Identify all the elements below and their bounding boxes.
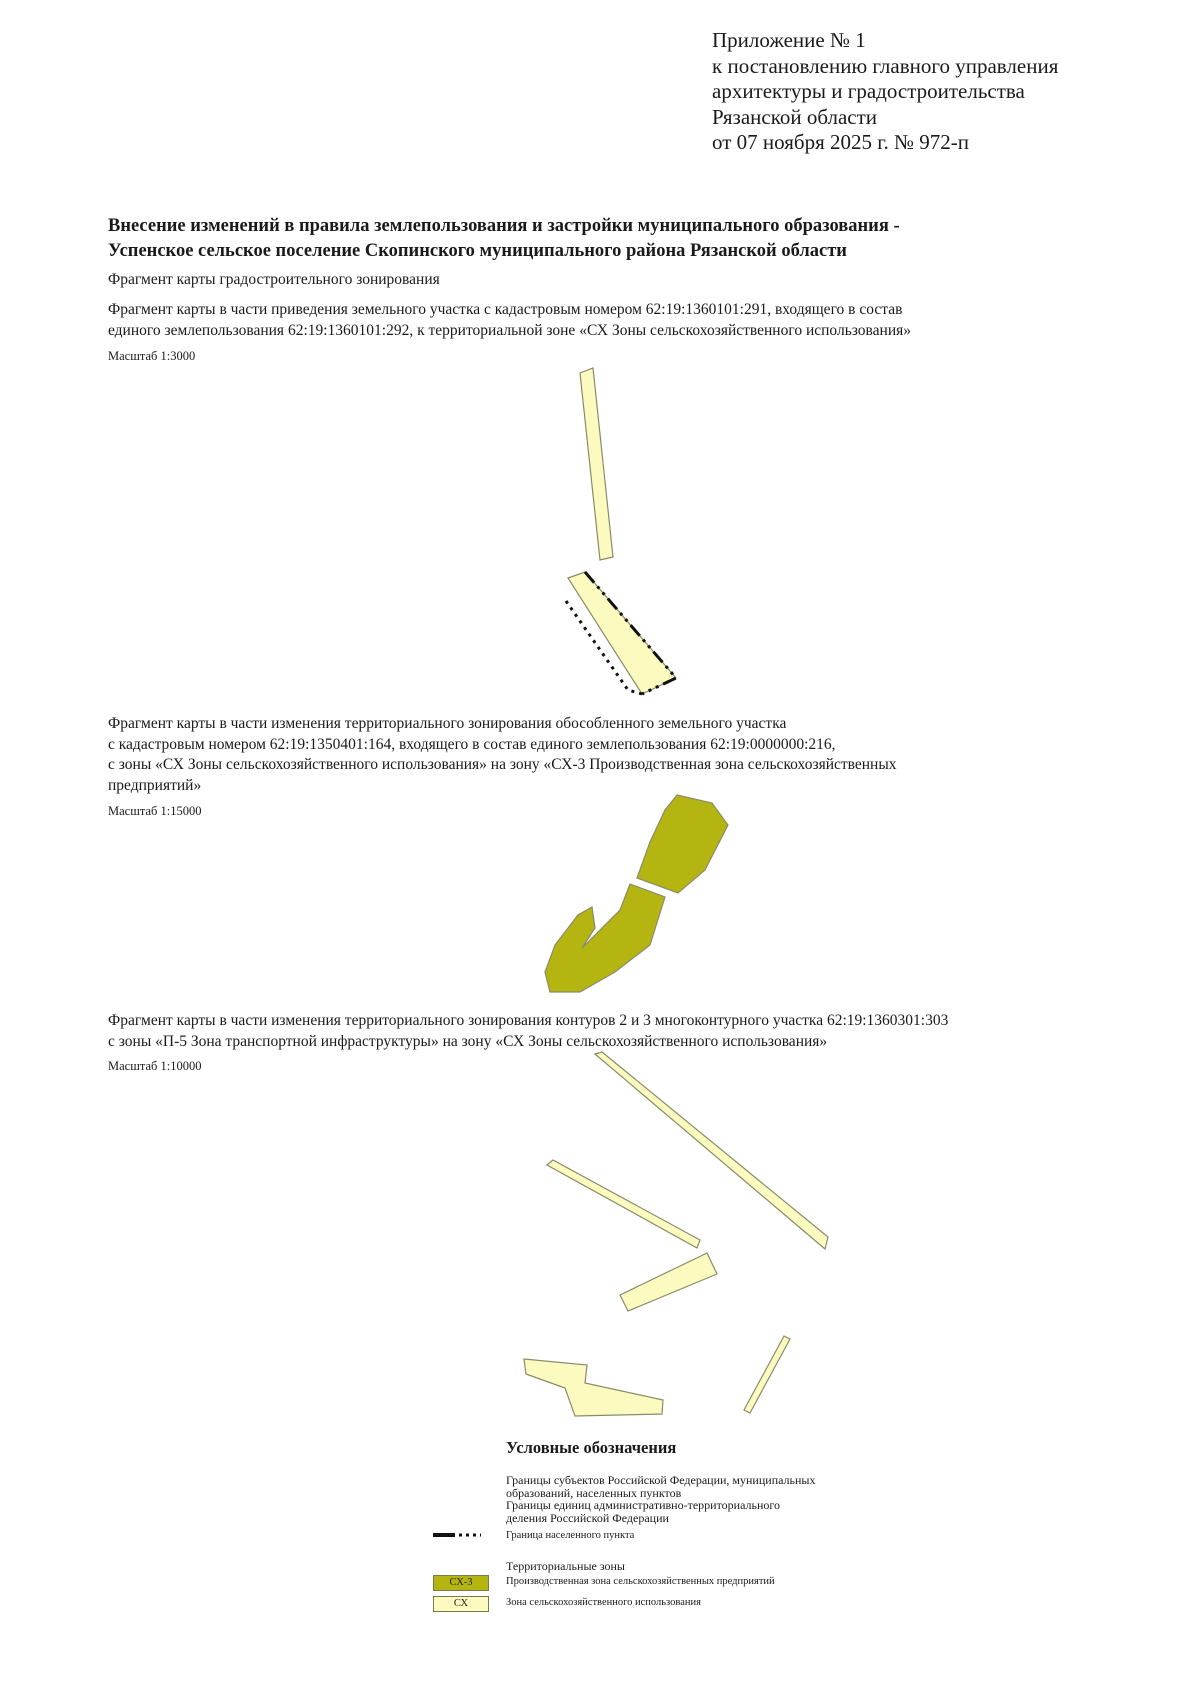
contour-thin-strip-sx: [744, 1336, 790, 1413]
legend-swatch-sx: СХ: [433, 1596, 489, 1612]
contour-3-sx: [620, 1253, 717, 1311]
appendix-line: Рязанской области: [712, 104, 878, 129]
appendix-line: к постановлению главного управления: [712, 53, 1059, 78]
appendix-line: от 07 ноября 2025 г. № 972-п: [712, 130, 970, 154]
contour-diagonal-strip-sx: [595, 1052, 828, 1249]
parcel-164-sx3-upper: [637, 795, 728, 893]
parcel-164-sx3-lower: [545, 884, 665, 992]
legend-settlement-boundary-label: Граница населенного пункта: [506, 1530, 635, 1541]
map-subtitle: Фрагмент карты градостроительного зонирования: [108, 271, 440, 288]
contour-l-shape-sx: [524, 1359, 663, 1416]
legend-line: деления Российской Федерации: [506, 1510, 669, 1525]
legend-line: Границы единиц административно-территориального: [506, 1498, 781, 1512]
section-line: Фрагмент карты в части изменения территориального зонирования обособленного земельного участка: [108, 715, 787, 732]
contour-2-sx: [547, 1160, 700, 1248]
title-line: Внесение изменений в правила землепользования и застройки муниципального образования -: [108, 216, 900, 236]
legend-title: Условные обозначения: [506, 1438, 677, 1457]
section-line: с зоны «СХ Зоны сельскохозяйственного использования» на зону «СХ-3 Производственная зона сельскохозяйственных: [108, 756, 897, 773]
parcel-strip-sx: [580, 368, 613, 560]
section-line: Фрагмент карты в части изменения территориального зонирования контуров 2 и 3 многоконтурного участка 62:19:1360301:303: [108, 1012, 949, 1029]
section-line: Фрагмент карты в части приведения земельного участка с кадастровым номером 62:19:1360101:291, входящего в состав: [108, 301, 903, 318]
section-line: с кадастровым номером 62:19:1350401:164, входящего в состав единого землепользования 62:19:0000000:216,: [108, 735, 836, 753]
section-1-scale: Масштаб 1:3000: [108, 349, 196, 363]
legend-line: образований, населенных пунктов: [506, 1485, 682, 1500]
legend-line: Границы субъектов Российской Федерации, муниципальных: [506, 1473, 816, 1487]
legend-swatch-sx3: СХ-3: [433, 1575, 489, 1591]
legend-zones-heading: Территориальные зоны: [506, 1559, 625, 1573]
parcel-291-sx: [568, 572, 676, 694]
appendix-line: архитектуры и градостроительства: [712, 79, 1025, 103]
title-line: Успенское сельское поселение Скопинского муниципального района Рязанской области: [108, 240, 847, 261]
legend-boundaries-text: [506, 1474, 816, 1524]
section-3-scale: Масштаб 1:10000: [108, 1059, 202, 1073]
appendix-line: Приложение № 1: [712, 28, 866, 52]
section-line: с зоны «П-5 Зона транспортной инфраструктуры» на зону «СХ Зоны сельскохозяйственного использования»: [108, 1032, 828, 1050]
section-2-scale: Масштаб 1:15000: [108, 804, 202, 818]
section-line: единого землепользования 62:19:1360101:292, к территориальной зоне «СХ Зоны сельскохозяйственного использования»: [108, 321, 912, 339]
legend-label-sx: Зона сельскохозяйственного использования: [506, 1597, 701, 1608]
section-line: предприятий»: [108, 776, 202, 794]
legend-label-sx3: Производственная зона сельскохозяйственных предприятий: [506, 1576, 775, 1587]
